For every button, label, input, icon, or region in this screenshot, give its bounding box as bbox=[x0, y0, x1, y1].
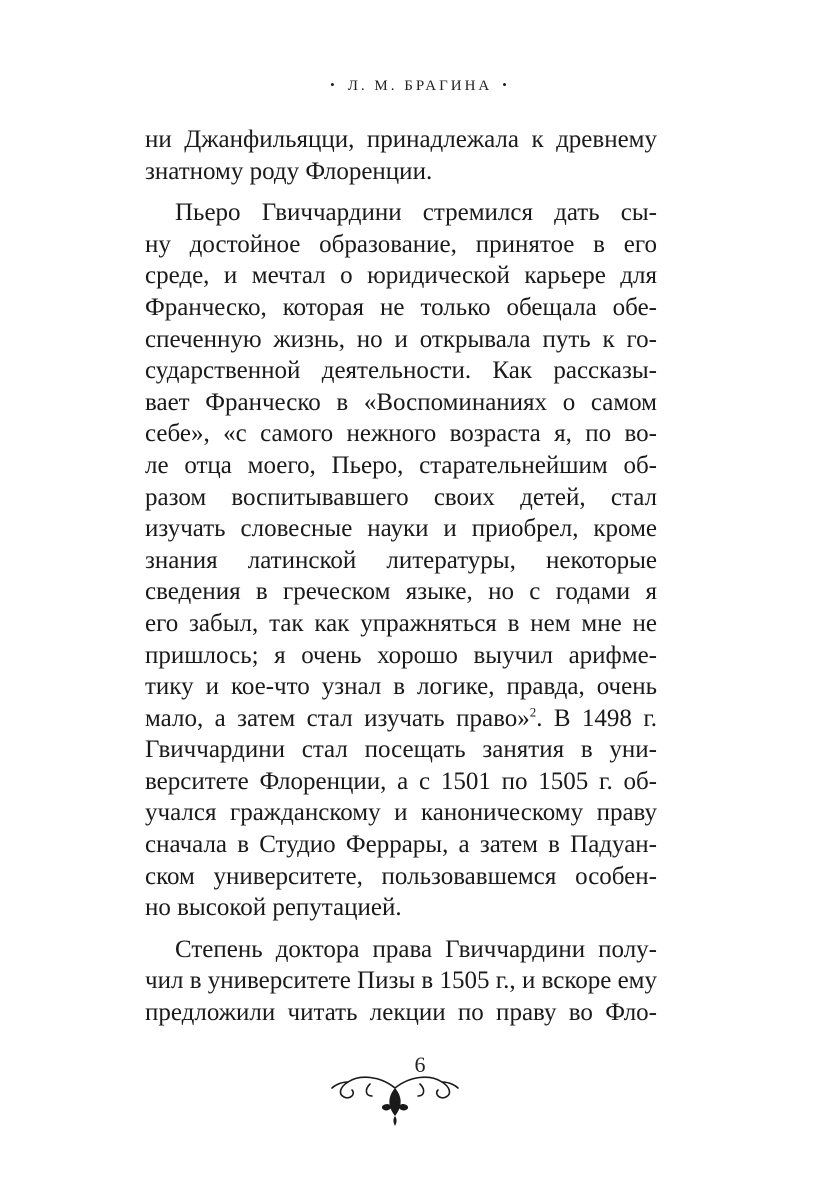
text-line: его забыл, так как упражняться в нем мне не bbox=[145, 609, 657, 637]
text-line: среде, и мечтал о юридической карьере для bbox=[145, 262, 657, 290]
paragraph bbox=[145, 934, 657, 1029]
text-line: пришлось; я очень хорошо выучил арифме- bbox=[145, 641, 657, 669]
footnote-reference[interactable]: 2 bbox=[529, 704, 537, 720]
text-line: Гвиччардини стал посещать занятия в уни- bbox=[145, 736, 657, 764]
text-line: чил в университете Пизы в 1505 г., и вскоре ему bbox=[145, 967, 657, 995]
text-line: сначала в Студио Феррары, а затем в Падуан- bbox=[145, 831, 657, 859]
text-line: Франческо, которая не только обещала обе- bbox=[145, 293, 657, 321]
text-line: Пьеро Гвиччардини стремился дать сы- bbox=[175, 199, 657, 227]
text-line: сударственной деятельности. Как рассказы- bbox=[145, 357, 657, 385]
text-line: предложили читать лекции по праву во Фло- bbox=[145, 999, 657, 1027]
text-line: учался гражданскому и каноническому праву bbox=[145, 799, 657, 827]
text-line: ском университете, пользовавшемся особен- bbox=[145, 862, 657, 890]
text-line-with-footnote bbox=[145, 703, 657, 735]
text-line: сведения в греческом языке, но с годами я bbox=[145, 578, 657, 606]
text-line: ле отца моего, Пьеро, старательнейшим об- bbox=[145, 451, 657, 479]
text-line: но высокой репутацией. bbox=[145, 894, 402, 922]
header-bullet-right: • bbox=[502, 77, 510, 92]
text-line: изучать словесные науки и приобрел, кроме bbox=[145, 515, 657, 543]
text-line: знания латинской литературы, некоторые bbox=[145, 546, 657, 574]
flourish-ornament-icon bbox=[330, 1060, 460, 1130]
text-line: вает Франческо в «Воспоминаниях о самом bbox=[145, 388, 657, 416]
text-line: ни Джанфильяцци, принадлежала к древнему bbox=[145, 126, 657, 153]
paragraph bbox=[145, 124, 657, 187]
text-line: спеченную жизнь, но и открывала путь к го- bbox=[145, 325, 657, 353]
page-number: 6 bbox=[414, 1052, 426, 1077]
running-header bbox=[0, 78, 840, 95]
page-body bbox=[145, 124, 657, 1029]
text-line: Степень доктора права Гвиччардини полу- bbox=[175, 935, 657, 963]
text-line: ну достойное образование, принятое в его bbox=[145, 230, 657, 258]
text-line: знатному роду Флоренции. bbox=[145, 157, 433, 185]
footnote-line-pre: мало, а затем стал изучать право» bbox=[145, 704, 530, 732]
text-line: себе», «с самого нежного возраста я, по во- bbox=[145, 420, 657, 448]
paragraph bbox=[145, 197, 657, 924]
footnote-line-post: . В 1498 г. bbox=[536, 704, 657, 732]
text-line: тику и кое-что узнал в логике, правда, очень bbox=[145, 673, 657, 701]
text-line: разом воспитывавшего своих детей, стал bbox=[145, 483, 657, 511]
header-bullet-left: • bbox=[330, 77, 338, 92]
text-line: верситете Флоренции, а с 1501 по 1505 г. об- bbox=[145, 767, 657, 795]
running-title: Л. М. БРАГИНА bbox=[347, 78, 493, 94]
